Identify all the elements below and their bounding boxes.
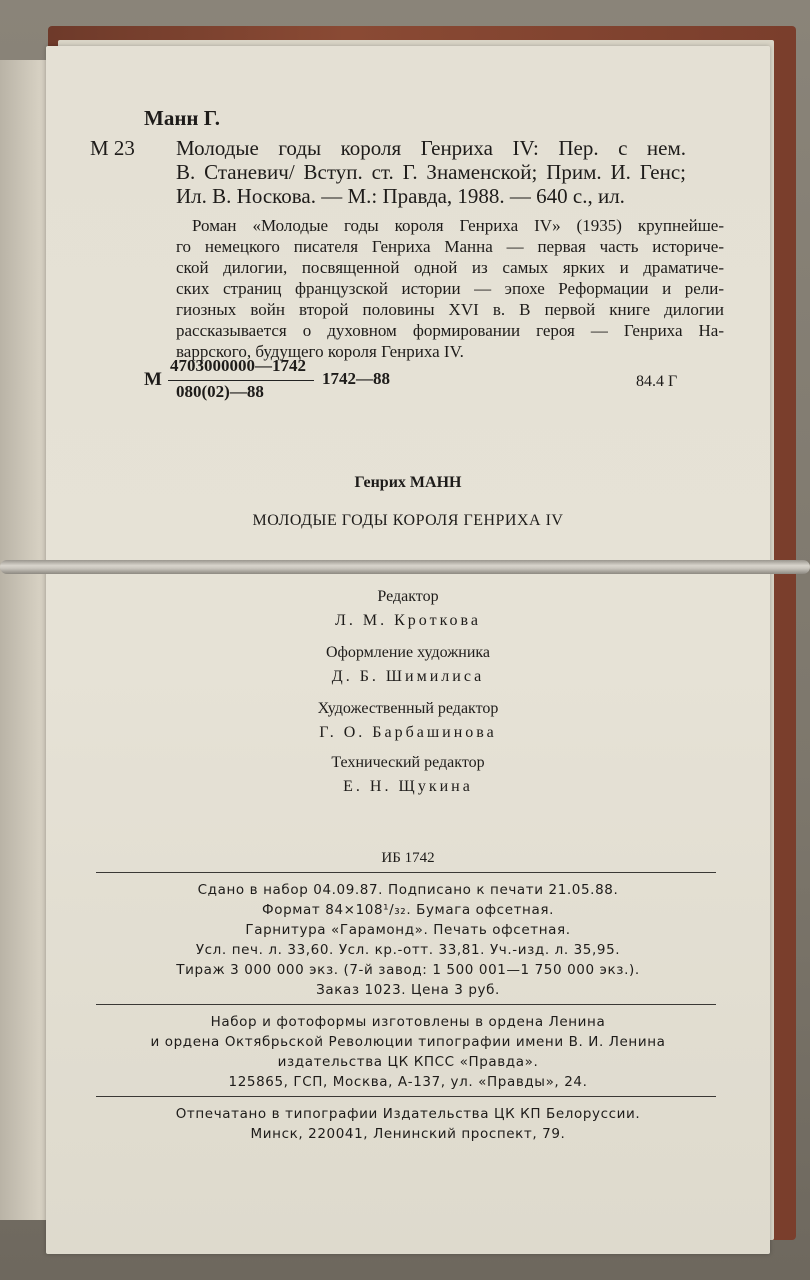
catalog-code: М 23 [90, 136, 135, 160]
credit-name: Е. Н. Щукина [343, 778, 473, 795]
elastic-band [0, 560, 810, 574]
printing-line: издательства ЦК КПСС «Правда». [277, 1054, 539, 1070]
divider [96, 1096, 716, 1097]
annotation-line: Роман «Молодые годы короля Генриха IV» (1935) крупнейше- [192, 216, 724, 235]
credit-name: Л. М. Кроткова [335, 612, 481, 629]
annotation-line: гиозных войн второй половины XVI в. В первой книге дилогии [176, 300, 724, 319]
annotation-line: го немецкого писателя Генриха Манна — первая часть историче- [176, 237, 724, 256]
printed-at-line: Минск, 220041, Ленинский проспект, 79. [250, 1126, 566, 1142]
ib-number: ИБ 1742 [381, 850, 435, 866]
printing-line: 125865, ГСП, Москва, А-137, ул. «Правды», 24. [228, 1074, 588, 1090]
annotation-line: рассказывается о духовном формировании героя — Генриха На- [176, 321, 724, 340]
credit-role: Технический редактор [331, 754, 485, 771]
fraction-line [168, 380, 314, 381]
credit-name: Д. Б. Шимилиса [331, 668, 485, 685]
book-page [46, 46, 770, 1254]
divider [96, 1004, 716, 1005]
credit-role: Редактор [377, 588, 439, 605]
printing-line: и ордена Октябрьской Революции типографии имени В. И. Ленина [150, 1034, 666, 1050]
index-numerator: 4703000000—1742 [170, 356, 306, 375]
book-title: МОЛОДЫЕ ГОДЫ КОРОЛЯ ГЕНРИХА IV [252, 512, 564, 529]
annotation-line: ских страниц французской истории — эпохе Реформации и рели- [176, 279, 724, 298]
bib-line-3: Ил. В. Носкова. — М.: Правда, 1988. — 640 с., ил. [176, 184, 625, 208]
title-author: Генрих МАНН [354, 474, 462, 491]
annotation-line: варрского, будущего короля Генриха IV. [176, 342, 464, 361]
author-heading: Манн Г. [144, 106, 221, 130]
imprint-line: Усл. печ. л. 33,60. Усл. кр.-отт. 33,81. Уч.-изд. л. 35,95. [195, 942, 621, 958]
bbk-code: 84.4 Г [636, 373, 678, 390]
credit-role: Оформление художника [325, 644, 491, 661]
index-denominator: 080(02)—88 [176, 382, 264, 401]
annotation-line: ской дилогии, посвященной одной из самых ярких и драматиче- [176, 258, 724, 277]
imprint-line: Заказ 1023. Цена 3 руб. [316, 982, 500, 998]
credit-role: Художественный редактор [317, 700, 499, 717]
credit-name: Г. О. Барбашинова [319, 724, 497, 741]
imprint-line: Гарнитура «Гарамонд». Печать офсетная. [245, 922, 571, 938]
divider [96, 872, 716, 873]
printed-at-line: Отпечатано в типографии Издательства ЦК КП Белоруссии. [175, 1106, 641, 1122]
imprint-line: Формат 84×108¹/₃₂. Бумага офсетная. [262, 902, 554, 918]
printing-line: Набор и фотоформы изготовлены в ордена Ленина [210, 1014, 606, 1030]
index-letter: М [144, 369, 162, 390]
imprint-line: Сдано в набор 04.09.87. Подписано к печати 21.05.88. [197, 882, 619, 898]
bib-line-2: В. Станевич/ Вступ. ст. Г. Знаменской; Прим. И. Генс; [176, 160, 686, 184]
index-number: 1742—88 [322, 369, 390, 388]
bib-line-1: Молодые годы короля Генриха IV: Пер. с нем. [176, 136, 686, 160]
imprint-line: Тираж 3 000 000 экз. (7-й завод: 1 500 001—1 750 000 экз.). [176, 962, 640, 978]
